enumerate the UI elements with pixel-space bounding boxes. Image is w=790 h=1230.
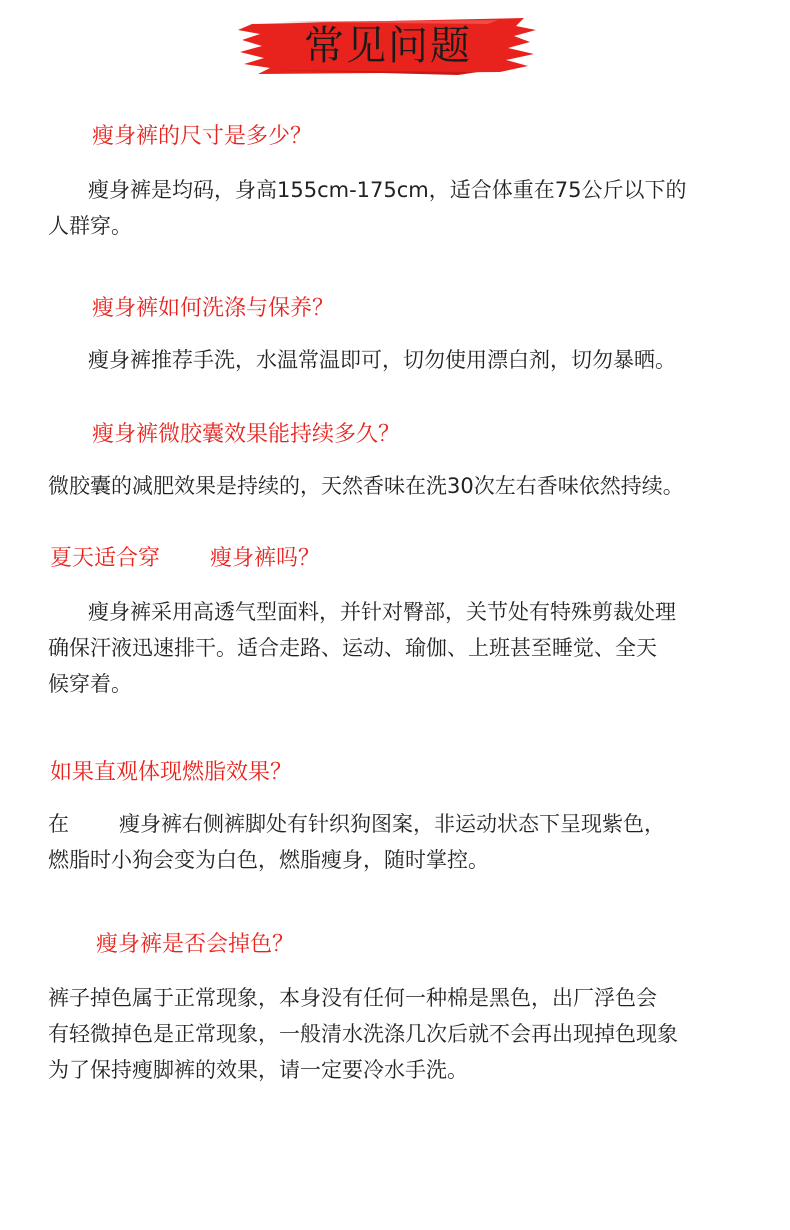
faq-answer-2 [88,342,676,378]
faq-answer-4-line-2: 确保汗液迅速排干。适合走路、运动、瑜伽、上班甚至睡觉、全天 [48,636,657,660]
faq-answer-5-line-1-prefix: 在 [48,812,69,836]
faq-answer-6-line-1: 裤子掉色属于正常现象，本身没有任何一种棉是黑色，出厂浮色会 [48,986,657,1010]
faq-answer-1-line-2: 人群穿。 [48,214,132,238]
faq-answer-5-line-2: 燃脂时小狗会变为白色，燃脂瘦身，随时掌控。 [48,848,489,872]
faq-answer-5 [48,806,665,878]
faq-answer-6 [48,980,678,1088]
faq-answer-3-line-1: 微胶囊的减肥效果是持续的，天然香味在洗30次左右香味依然持续。 [48,474,684,498]
faq-answer-1-line-1: 瘦身裤是均码，身高155cm-175cm，适合体重在75公斤以下的 [88,178,687,202]
faq-answer-6-line-3: 为了保持瘦脚裤的效果，请一定要冷水手洗。 [48,1058,468,1082]
faq-answer-1-cont [48,208,132,244]
faq-question-4 [50,544,320,574]
faq-answer-6-line-2: 有轻微掉色是正常现象，一般清水洗涤几次后就不会再出现掉色现象 [48,1022,678,1046]
faq-answer-4-line-1: 瘦身裤采用高透气型面料，并针对臀部，关节处有特殊剪裁处理 [88,600,676,624]
faq-answer-4 [88,594,676,630]
page-title: 常见问题 [304,23,472,69]
faq-answer-5-line-1 [48,806,665,842]
faq-answer-4-cont [48,630,657,702]
faq-answer-5-line-1-suffix: 瘦身裤右侧裤脚处有针织狗图案，非运动状态下呈现紫色， [119,812,665,836]
faq-question-4-prefix: 夏天适合穿 [50,546,161,571]
faq-question-2: 瘦身裤如何洗涤与保养？ [92,296,335,321]
faq-question-3: 瘦身裤微胶囊效果能持续多久？ [92,422,401,447]
faq-answer-3 [48,468,684,504]
faq-question-1: 瘦身裤的尺寸是多少？ [92,124,313,149]
faq-question-6: 瘦身裤是否会掉色？ [96,932,295,957]
page-title-banner [238,14,538,78]
faq-answer-4-line-3: 候穿着。 [48,672,132,696]
faq-question-5: 如果直观体现燃脂效果？ [50,760,293,785]
faq-question-4-suffix: 瘦身裤吗？ [210,546,321,571]
faq-answer-2-line-1: 瘦身裤推荐手洗，水温常温即可，切勿使用漂白剂，切勿暴晒。 [88,348,676,372]
faq-answer-1 [88,172,686,208]
